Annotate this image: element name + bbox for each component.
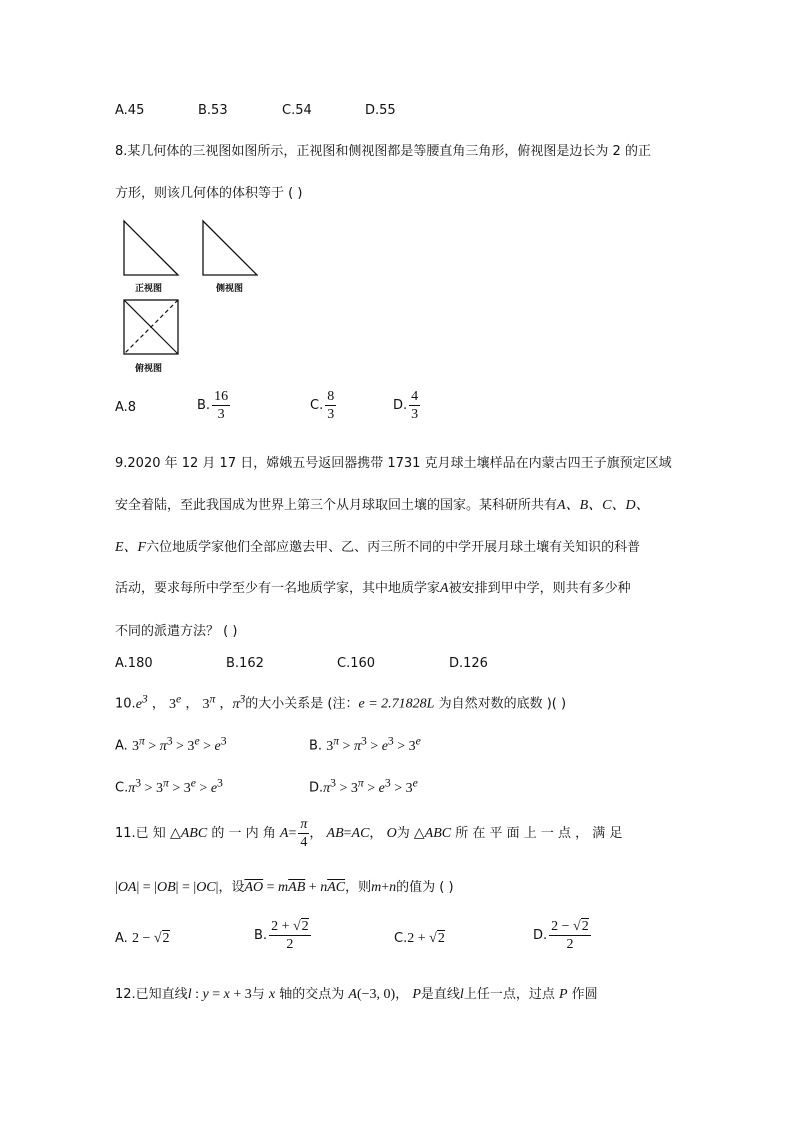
q10-option-c: $C.\pi^3 > 3^\pi > 3^e > e^3$	[115, 776, 223, 796]
side-view-caption: 侧视图	[216, 284, 244, 294]
q9-option-b: B.162	[226, 656, 264, 671]
q11-option-a: A. 2 − √2	[115, 931, 170, 946]
q7-option-d: D.55	[365, 103, 396, 118]
q11-stem-line2: |OA| = |OB| = |OC|，设$\overline{AO} = m\overline{AB} + n\overline{AC}$，则m+n的值为 ( )	[115, 880, 454, 895]
q8-option-b-denominator: 3	[217, 407, 225, 422]
q8-option-b-numerator: 16	[214, 389, 229, 404]
q10-stem: $10.e^3$ ， 3e ， $3^\pi$ ，$\pi^3$的大小关系是 (注：e = 2.71828L 为自然对数的底数 )( )	[115, 692, 567, 712]
q9-option-d: D.126	[449, 656, 488, 671]
q9-stem-line3: E、F六位地质学家他们全部应邀去甲、乙、丙三所不同的中学开展月球土壤有关知识的科普	[115, 540, 641, 555]
q8-option-d-numerator: 4	[411, 389, 419, 404]
q9-stem-line1: 9.2020 年 12 月 17 日，嫦娥五号返回器携带 1731 克月球土壤样品在内蒙古四王子旗预定区域	[115, 456, 672, 471]
q8-option-c-numerator: 8	[327, 389, 335, 404]
q8-option-b: B. $\frac{16}{3}$	[197, 389, 229, 422]
q8-stem-line2: 方形，则该几何体的体积等于 ( )	[115, 186, 303, 201]
q7-option-a: A.45	[115, 103, 145, 118]
q11-option-b: B. $\frac{2 + √2}{2}$	[254, 919, 309, 952]
q11-option-d: D. $\frac{2 - √2}{2}$	[533, 919, 589, 952]
q12-stem-line1: 12.已知直线l : y = x + 3与 x 轴的交点为 A(−3, 0)， P是直线l上任一点，过点 P 作圆	[115, 987, 598, 1002]
q8-option-c: C. $\frac{8}{3}$	[310, 389, 335, 422]
side-view-triangle	[203, 221, 257, 275]
q9-stem-line4: 活动，要求每所中学至少有一名地质学家，其中地质学家A被安排到甲中学，则共有多少种	[115, 581, 631, 596]
q9-option-a: A.180	[115, 656, 153, 671]
three-view-figure	[118, 217, 258, 377]
q9-stem-line5: 不同的派遣方法？ ( )	[115, 624, 238, 639]
q10-option-d: $D.\pi^3 > 3^\pi > e^3 > 3^e$	[309, 776, 418, 796]
q10-option-b: B. $3^\pi > \pi^3 > e^3 > 3^e$	[309, 734, 421, 754]
q9-stem-line2: 安全着陆，至此我国成为世界上第三个从月球取回土壤的国家。某科研所共有A、B、C、D、	[115, 498, 650, 513]
q8-option-a: A.8	[115, 400, 137, 415]
q8-stem-line1: 8.某几何体的三视图如图所示，正视图和侧视图都是等腰直角三角形，俯视图是边长为 2 的正	[115, 144, 651, 159]
front-view-triangle	[124, 221, 178, 275]
q8-option-c-denominator: 3	[327, 407, 335, 422]
q8-option-d: D. $\frac{4}{3}$	[393, 389, 419, 422]
top-view-caption: 俯视图	[135, 364, 163, 374]
q11-option-c: C.2 + √2	[394, 931, 445, 946]
q11-stem-line1: 11.已 知 △ABC 的 一 内 角 A= $\frac{\pi}{4}$ ， AB=AC， O为 △ABC 所 在 平 面 上 一 点 ， 满 足	[115, 817, 623, 850]
q8-option-d-denominator: 3	[411, 407, 419, 422]
q10-option-a: A. $3^\pi > \pi^3 > 3^e > e^3$	[115, 734, 227, 754]
q7-option-c: C.54	[282, 103, 312, 118]
q7-option-b: B.53	[198, 103, 228, 118]
q9-option-c: C.160	[337, 656, 376, 671]
front-view-caption: 正视图	[135, 284, 163, 294]
